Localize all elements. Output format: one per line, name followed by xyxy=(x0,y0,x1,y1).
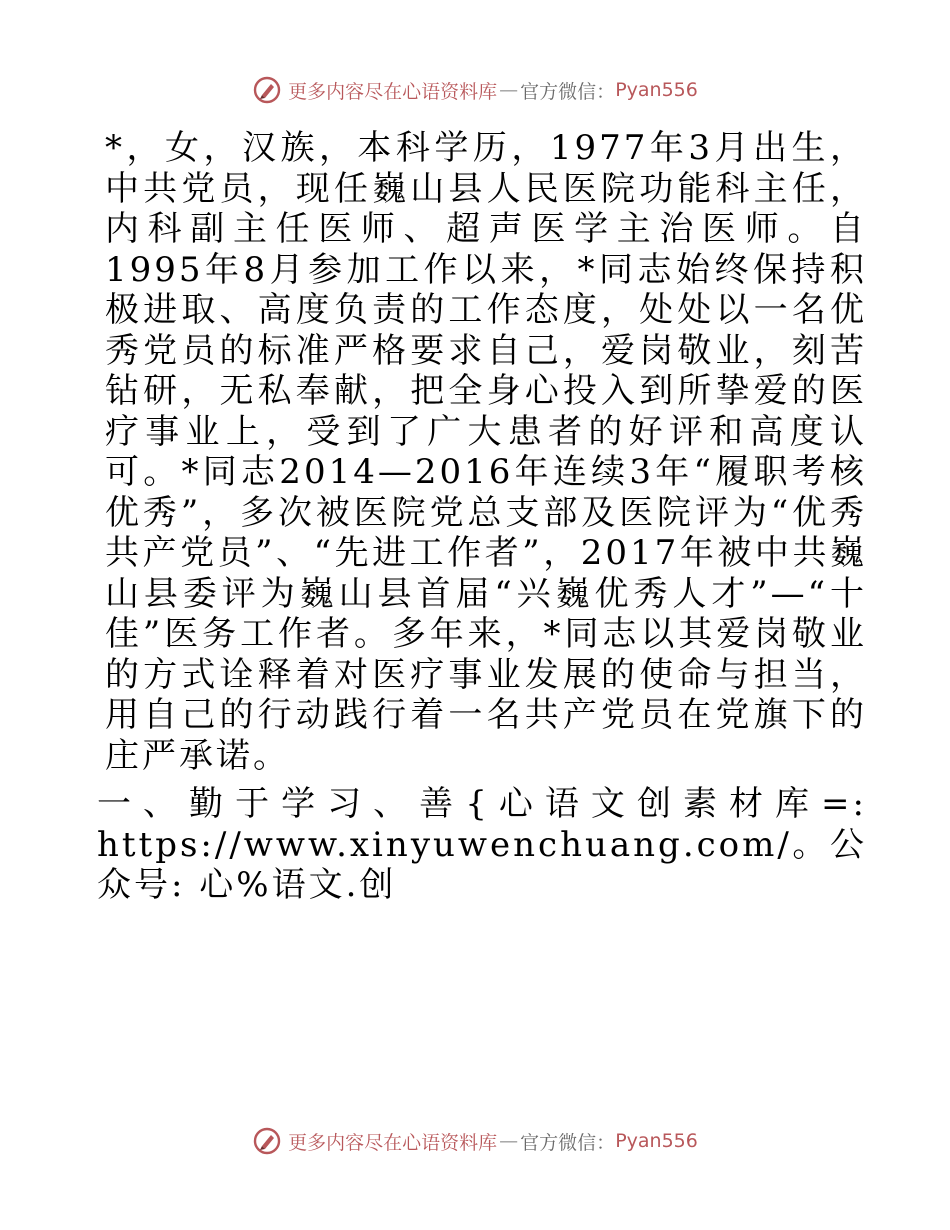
header-separator: — xyxy=(499,79,519,101)
header-promo-text: 更多内容尽在心语资料库 xyxy=(288,80,498,103)
header-banner xyxy=(0,73,950,107)
footer-banner xyxy=(0,1124,950,1158)
footer-separator: — xyxy=(499,1130,519,1152)
footer-wechat-label: 官方微信： xyxy=(520,1131,616,1154)
footer-promo-text: 更多内容尽在心语资料库 xyxy=(288,1131,498,1154)
footer-wechat-id: Pyan556 xyxy=(615,1130,698,1152)
body-paragraph-1: *，女，汉族，本科学历，1977年3月出生，中共党员，现任巍山县人民医院功能科主任，内科副主任医师、超声医学主治医师。自1995年8月参加工作以来，*同志始终保持积极进取、高度负责的工作态度，处处以一名优秀党员的标准严格要求自己，爱岗敬业，刻苦钻研，无私奉献，把全身心投入到所挚爱的医疗事业上，受到了广大患者的好评和高度认可。*同志2014—2016年连续3年“履职考核优秀”，多次被医院党总支部及医院评为“优秀共产党员”、“先进工作者”，2017年被中共巍山县委评为巍山县首届“兴巍优秀人才”—“十佳”医务工作者。多年来，*同志以其爱岗敬业的方式诠释着对医疗事业发展的使命与担当，用自己的行动践行着一名共产党员在党旗下的庄严承诺。 xyxy=(105,128,867,776)
document-body xyxy=(97,128,867,906)
header-wechat-id: Pyan556 xyxy=(615,79,698,101)
pen-in-circle-logo-icon xyxy=(252,1126,282,1156)
body-paragraph-2: 一、勤于学习、善{心语文创素材库=: https://www.xinyuwenchuang.com/。公众号: 心%语文.创 xyxy=(97,784,867,905)
pen-in-circle-logo-icon xyxy=(252,75,282,105)
header-wechat-label: 官方微信： xyxy=(520,80,616,103)
